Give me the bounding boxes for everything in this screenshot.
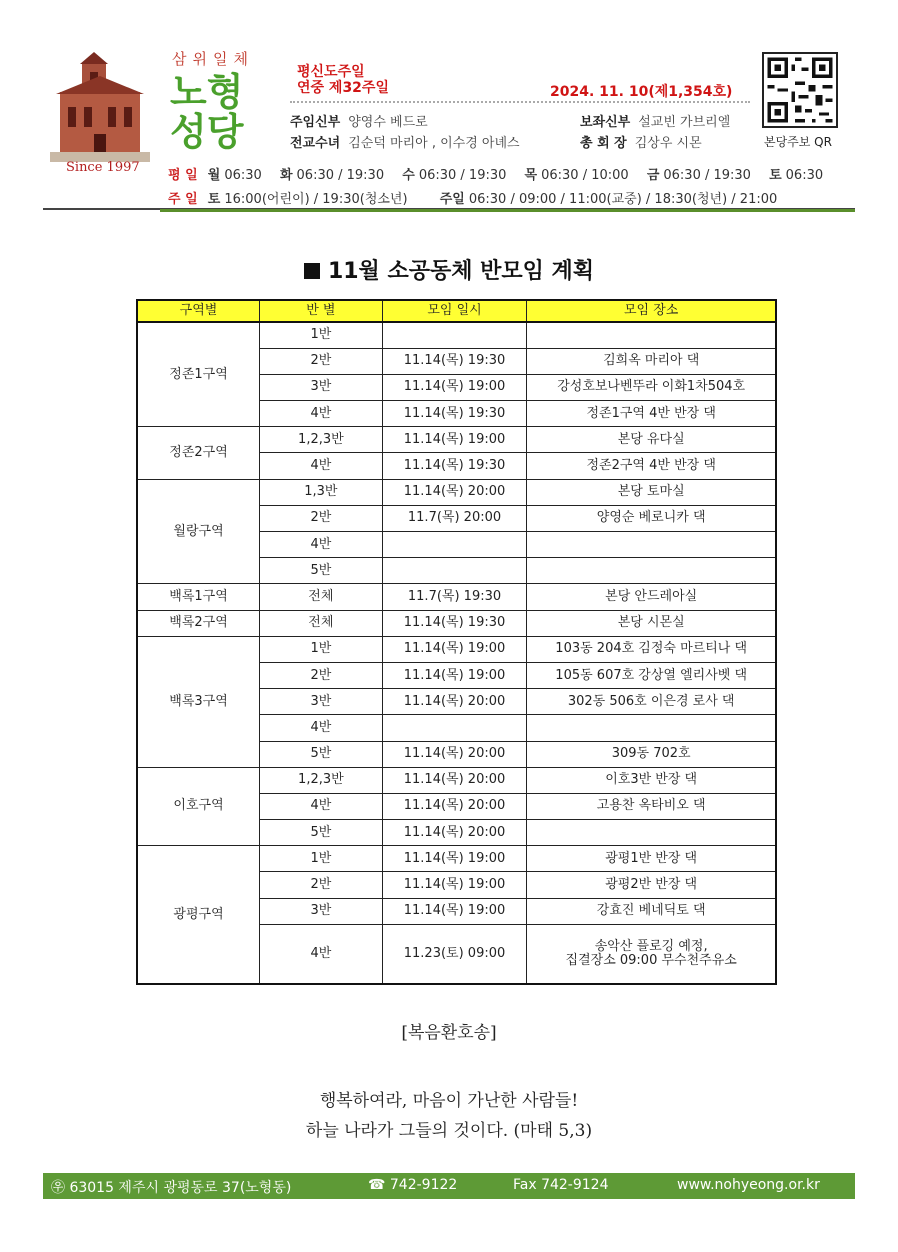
clergy-role: 전교수녀 (290, 136, 341, 151)
place-cell: 정존2구역 4반 반장 댁 (527, 453, 776, 479)
mass-times: 06:30 / 19:30 (296, 168, 385, 183)
mass-times: 06:30 (224, 168, 262, 183)
clergy-name: 설교빈 가브리엘 (638, 115, 731, 130)
group-cell: 1반 (260, 636, 383, 662)
datetime-cell: 11.14(목) 20:00 (382, 689, 527, 715)
place-cell: 105동 607호 강상열 엘리사벳 댁 (527, 662, 776, 688)
footer-bar (43, 1173, 855, 1199)
verse-line: 하늘 나라가 그들의 것이다. (마태 5,3) (305, 1121, 593, 1141)
parish-motto: 삼위일체 (172, 50, 254, 68)
clergy-name: 김상우 시몬 (634, 136, 702, 151)
datetime-cell: 11.7(목) 19:30 (382, 584, 527, 610)
place-cell: 송악산 플로깅 예정, 집결장소 09:00 무수천주유소 (527, 924, 776, 984)
clergy-president (580, 132, 702, 151)
place-cell: 광평1반 반장 댁 (527, 846, 776, 872)
mass-day: 주일 (439, 192, 465, 207)
footer-phone: ☎ 742-9122 (368, 1177, 458, 1193)
datetime-cell (382, 532, 527, 558)
table-row (137, 322, 776, 348)
datetime-cell (382, 558, 527, 584)
datetime-cell: 11.14(목) 20:00 (382, 479, 527, 505)
group-cell: 5반 (260, 741, 383, 767)
column-header: 반 별 (260, 300, 383, 322)
parish-name-logo: 노형성당 (170, 70, 244, 154)
sunday-label: 주 일 (168, 192, 198, 207)
place-cell: 광평2반 반장 댁 (527, 872, 776, 898)
mass-times: 06:30 / 09:00 / 11:00(교중) / 18:30(청년) / 21:00 (468, 192, 778, 207)
district-cell: 백록3구역 (137, 636, 260, 767)
district-cell: 광평구역 (137, 846, 260, 985)
group-cell: 4반 (260, 715, 383, 741)
qr-code-icon[interactable] (762, 52, 838, 128)
mass-day: 화 (279, 168, 293, 183)
place-cell: 정존1구역 4반 반장 댁 (527, 401, 776, 427)
datetime-cell: 11.14(목) 19:00 (382, 846, 527, 872)
datetime-cell: 11.14(목) 19:30 (382, 453, 527, 479)
church-building-illustration (50, 52, 150, 162)
place-cell: 302동 506호 이은경 로사 댁 (527, 689, 776, 715)
meeting-plan-table (136, 299, 777, 985)
sunday-title (297, 64, 389, 96)
group-cell: 1,2,3반 (260, 427, 383, 453)
issue-date: 2024. 11. 10(제1,354호) (550, 84, 733, 100)
group-cell: 전체 (260, 584, 383, 610)
page-title-text: 11월 소공동체 반모임 계획 (327, 259, 595, 284)
table-row (137, 636, 776, 662)
dotted-divider (290, 101, 750, 103)
group-cell: 1반 (260, 846, 383, 872)
footer-address: ㉾ 63015 제주시 광평동로 37(노형동) (51, 1180, 292, 1196)
mass-day: 수 (402, 168, 415, 183)
place-cell (527, 715, 776, 741)
table-row (137, 479, 776, 505)
place-cell: 양영순 베로니카 댁 (527, 505, 776, 531)
datetime-cell: 11.14(목) 19:00 (382, 898, 527, 924)
datetime-cell: 11.14(목) 20:00 (382, 820, 527, 846)
clergy-role: 주임신부 (290, 115, 341, 130)
table-body (137, 322, 776, 984)
place-cell (527, 322, 776, 348)
column-header: 모임 장소 (527, 300, 776, 322)
mass-day: 토 (769, 168, 782, 183)
page-title (0, 254, 898, 285)
mass-times: 06:30 / 10:00 (541, 168, 629, 183)
footer-fax: Fax 742-9124 (513, 1177, 609, 1193)
place-cell: 309동 702호 (527, 741, 776, 767)
mass-day: 토 (207, 192, 221, 207)
place-cell (527, 532, 776, 558)
district-cell: 백록1구역 (137, 584, 260, 610)
sunday-title-line2: 연중 제32주일 (297, 80, 389, 96)
table-row (137, 584, 776, 610)
clergy-role: 총 회 장 (580, 136, 627, 151)
district-cell: 월랑구역 (137, 479, 260, 584)
datetime-cell: 11.14(목) 19:30 (382, 610, 527, 636)
since-year: Since 1997 (66, 160, 140, 175)
table-header-row (137, 300, 776, 322)
group-cell: 4반 (260, 401, 383, 427)
place-cell: 103동 204호 김정숙 마르티나 댁 (527, 636, 776, 662)
datetime-cell: 11.14(목) 19:30 (382, 348, 527, 374)
column-header: 모임 일시 (382, 300, 527, 322)
place-cell: 이호3반 반장 댁 (527, 767, 776, 793)
gospel-acclamation-label: [복음환호송] (401, 1023, 497, 1043)
column-header: 구역별 (137, 300, 260, 322)
datetime-cell: 11.14(목) 19:00 (382, 636, 527, 662)
group-cell: 전체 (260, 610, 383, 636)
group-cell: 3반 (260, 898, 383, 924)
clergy-name: 양영수 베드로 (348, 115, 428, 130)
group-cell: 3반 (260, 374, 383, 400)
group-cell: 2반 (260, 348, 383, 374)
footer-website-link[interactable]: www.nohyeong.or.kr (677, 1177, 820, 1193)
datetime-cell: 11.23(토) 09:00 (382, 924, 527, 984)
group-cell: 2반 (260, 662, 383, 688)
group-cell: 5반 (260, 820, 383, 846)
table-row (137, 427, 776, 453)
weekday-mass-schedule (168, 164, 823, 183)
mass-day: 월 (207, 168, 221, 183)
district-cell: 백록2구역 (137, 610, 260, 636)
datetime-cell: 11.14(목) 20:00 (382, 767, 527, 793)
place-cell: 고용찬 옥타비오 댁 (527, 793, 776, 819)
datetime-cell (382, 322, 527, 348)
datetime-cell: 11.14(목) 19:30 (382, 401, 527, 427)
place-cell: 본당 시몬실 (527, 610, 776, 636)
clergy-pastor (290, 111, 428, 130)
group-cell: 1,3반 (260, 479, 383, 505)
place-cell: 본당 유다실 (527, 427, 776, 453)
group-cell: 3반 (260, 689, 383, 715)
place-cell: 김희옥 마리아 댁 (527, 348, 776, 374)
clergy-name: 김순덕 마리아 , 이수경 아녜스 (348, 136, 520, 151)
square-bullet-icon (304, 263, 320, 279)
weekday-label: 평 일 (168, 168, 198, 183)
datetime-cell: 11.14(목) 19:00 (382, 427, 527, 453)
mass-times: 06:30 (785, 168, 824, 183)
table-row (137, 846, 776, 872)
datetime-cell: 11.7(목) 20:00 (382, 505, 527, 531)
district-cell: 이호구역 (137, 767, 260, 846)
place-cell (527, 558, 776, 584)
sunday-title-line1: 평신도주일 (297, 64, 365, 80)
district-cell: 정존2구역 (137, 427, 260, 479)
place-cell: 본당 토마실 (527, 479, 776, 505)
datetime-cell: 11.14(목) 19:00 (382, 872, 527, 898)
table-row (137, 767, 776, 793)
group-cell: 4반 (260, 793, 383, 819)
mass-day: 금 (646, 168, 660, 183)
place-cell: 강효진 베네딕토 댁 (527, 898, 776, 924)
clergy-assistant (580, 111, 730, 130)
mass-times: 06:30 / 19:30 (663, 168, 751, 183)
mass-day: 목 (524, 168, 538, 183)
datetime-cell: 11.14(목) 19:00 (382, 374, 527, 400)
clergy-sisters (290, 132, 520, 151)
datetime-cell: 11.14(목) 19:00 (382, 662, 527, 688)
group-cell: 4반 (260, 453, 383, 479)
place-cell: 강성호보나벤뚜라 이화1차504호 (527, 374, 776, 400)
qr-label: 본당주보 QR (764, 135, 832, 149)
group-cell: 5반 (260, 558, 383, 584)
datetime-cell (382, 715, 527, 741)
group-cell: 4반 (260, 924, 383, 984)
group-cell: 4반 (260, 532, 383, 558)
clergy-role: 보좌신부 (580, 115, 631, 130)
datetime-cell: 11.14(목) 20:00 (382, 741, 527, 767)
group-cell: 2반 (260, 872, 383, 898)
mass-times: 06:30 / 19:30 (418, 168, 507, 183)
district-cell: 정존1구역 (137, 322, 260, 427)
table-row (137, 610, 776, 636)
place-cell (527, 820, 776, 846)
group-cell: 1,2,3반 (260, 767, 383, 793)
place-cell: 본당 안드레아실 (527, 584, 776, 610)
sunday-mass-schedule (168, 188, 777, 207)
datetime-cell: 11.14(목) 20:00 (382, 793, 527, 819)
header-accent-divider (160, 209, 855, 212)
verse-line: 행복하여라, 마음이 가난한 사람들! (319, 1091, 579, 1111)
group-cell: 2반 (260, 505, 383, 531)
mass-times: 16:00(어린이) / 19:30(청소년) (224, 192, 408, 207)
group-cell: 1반 (260, 322, 383, 348)
